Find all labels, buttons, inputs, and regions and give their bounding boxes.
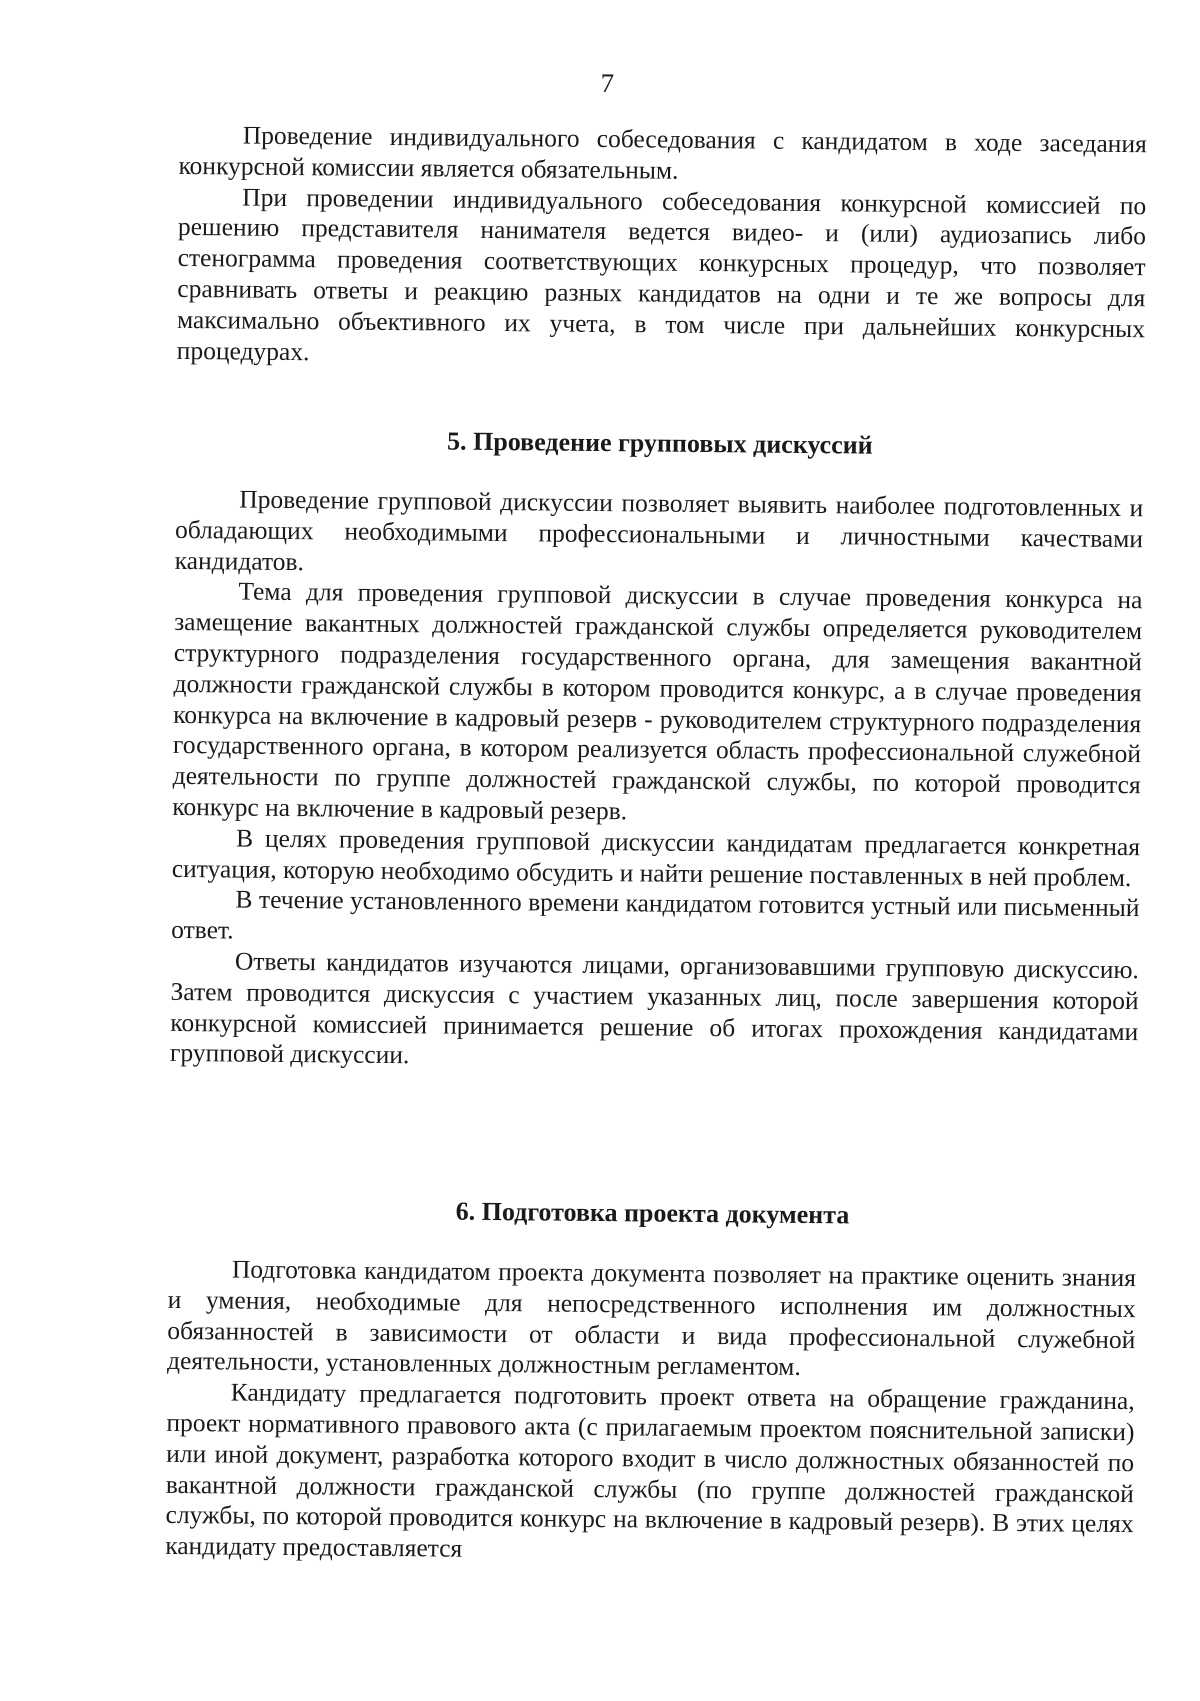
paragraph: Кандидату предлагается подготовить проект ответа на обращение гражданина, проект нормативного правового акта (с прилагаемым проектом пояснительной записки) или иной документ, разработка которого входит в число должностных обязанностей по вакантной должности гражданской службы (по группе должностей гражданской службы, по которой проводится конкурс на включение в кадровый резерв). В этих целях кандидату предоставляется xyxy=(165,1377,1135,1563)
section-5-text xyxy=(170,484,1144,1078)
paragraph: Проведение групповой дискуссии позволяет выявить наиболее подготовленных и обладающих необходимыми профессиональными и личностными качествами кандидатов. xyxy=(174,484,1144,576)
section-5-heading: 5. Проведение групповых дискуссий xyxy=(446,426,873,460)
paragraph: В течение установленного времени кандидатом готовится устный или письменный ответ. xyxy=(171,884,1140,945)
paragraph: Тема для проведения групповой дискуссии в случае проведения конкурса на замещение вакантных должностей гражданской службы определяется руководителем структурного подразделения государственного органа, для замещения вакантной должности гражданской службы в котором проводится конкурс, а в случае проведения конкурса на включение в кадровый резерв - руководителем структурного подразделения государственного органа, в котором реализуется область профессиональной служебной деятельности по группе должностей гражданской службы, по которой проводится конкурс на включение в кадровый резерв. xyxy=(172,576,1143,826)
intro-text xyxy=(177,120,1147,376)
paragraph: При проведении индивидуального собеседования конкурсной комиссией по решению представителя нанимателя ведется видео- и (или) аудиозапись либо стенограмма проведения соответствующих конкурсных процедур, что позволяет сравнивать ответы и реакцию разных кандидатов на одни и те же вопросы для максимально объективного их учета, в том числе при дальнейших конкурсных процедурах. xyxy=(176,182,1147,366)
paragraph: Подготовка кандидатом проекта документа позволяет на практике оценить знания и умения, необходимые для непосредственного исполнения им должностных обязанностей в зависимости от области и вида профессиональной служебной деятельности, установленных должностным регламентом. xyxy=(166,1254,1137,1382)
section-6-heading: 6. Подготовка проекта документа xyxy=(455,1196,850,1230)
paragraph: В целях проведения групповой дискуссии кандидатам предлагается конкретная ситуация, которую необходимо обсудить и найти решение поставленных в ней проблем. xyxy=(171,823,1141,892)
page-number: 7 xyxy=(600,67,615,99)
paragraph: Проведение индивидуального собеседования с кандидатом в ходе заседания конкурсной комиссии является обязательным. xyxy=(178,120,1147,185)
paragraph: Ответы кандидатов изучаются лицами, организовавшими групповую дискуссию. Затем проводится дискуссия с участием указанных лиц, после завершения которой конкурсной комиссией принимается решение об итогах прохождения кандидатами групповой дискуссии. xyxy=(169,946,1139,1070)
section-6-text xyxy=(165,1254,1136,1571)
